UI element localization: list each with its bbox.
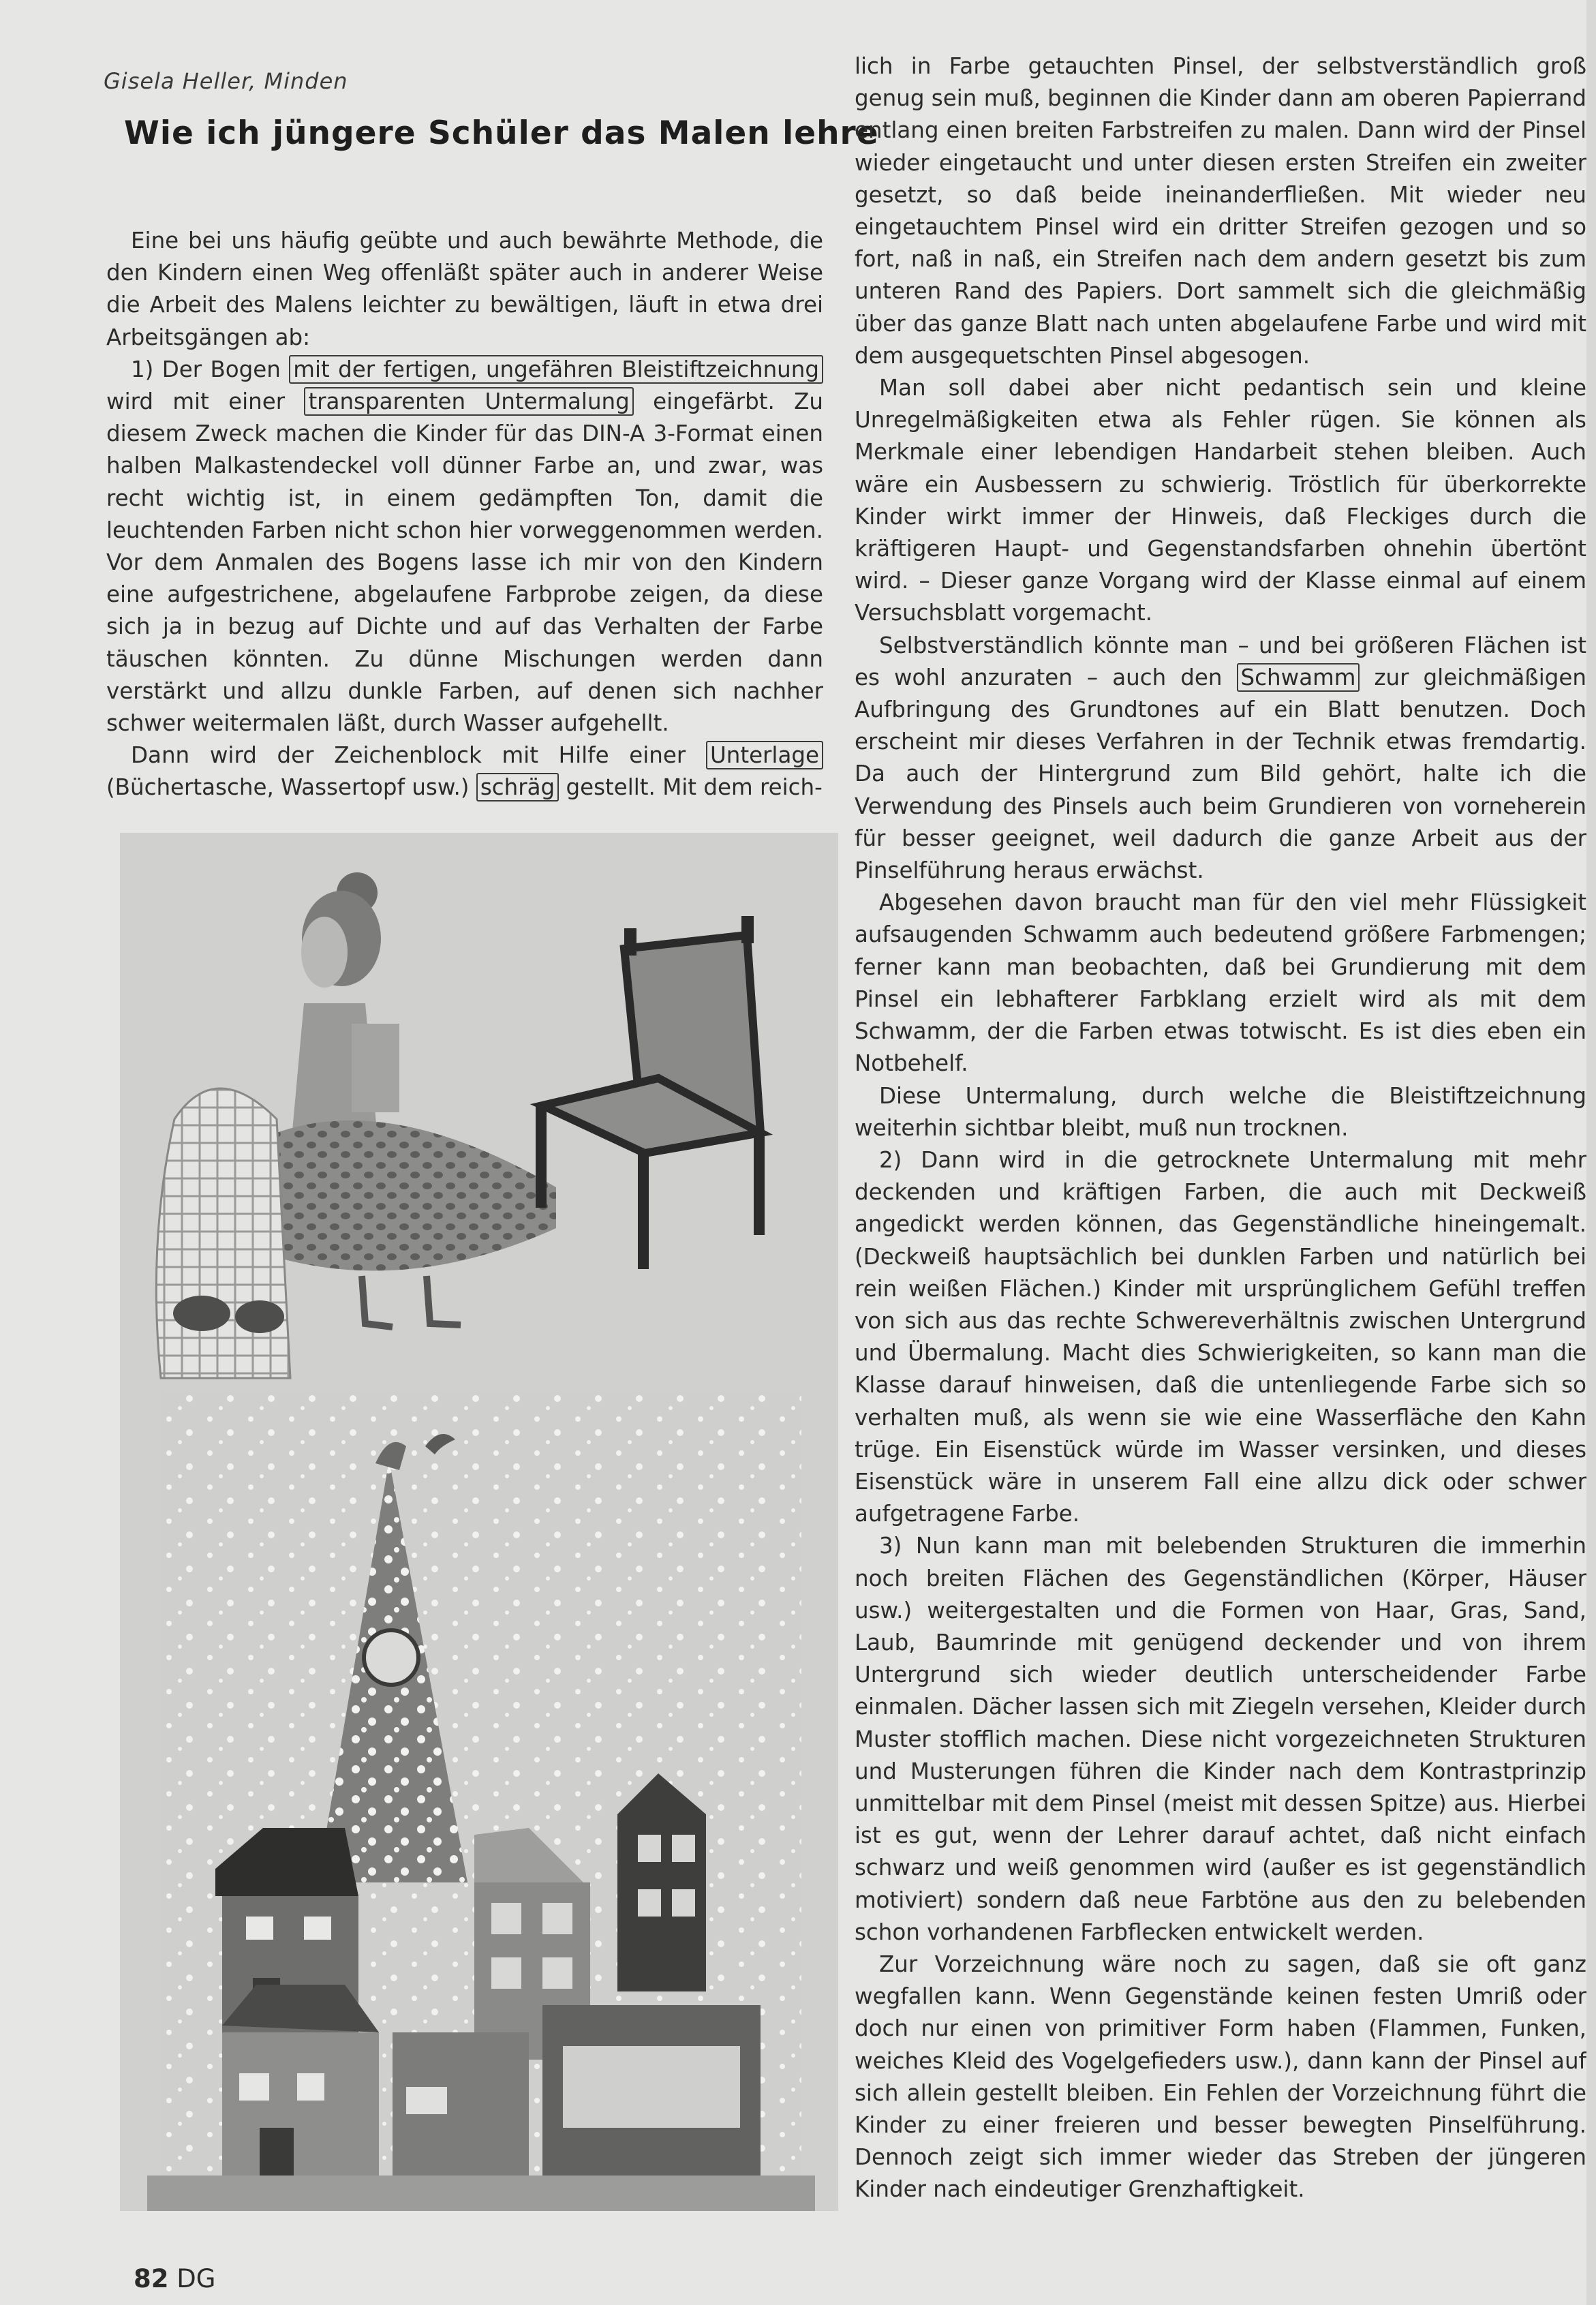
boxed-phrase: mit der fertigen, ungefähren Bleistiftzeichnung	[289, 355, 823, 384]
paragraph: lich in Farbe getauchten Pinsel, der selbstverständlich groß genug sein muß, beginnen die Kinder dann am oberen Papierrand entlang einen breiten Farbstreifen zu malen. Dann wird der Pinsel wieder eingetaucht und unter diesen ersten Streifen ein zweiter gesetzt, so daß beide ineinanderfließen. Mit wieder neu eingetauchtem Pinsel wird ein dritter Streifen gezogen und so fort, naß in naß, ein Streifen nach dem andern gesetzt bis zum unteren Rand des Papiers. Dort sammelt sich die gleichmäßig über das ganze Blatt nach unten abgelaufene Farbe und wird mit dem ausgequetschten Pinsel abgesogen.	[855, 53, 1586, 369]
text-run: gestellt. Mit dem reich-	[559, 774, 823, 801]
author-line: Gisela Heller, Minden	[104, 68, 348, 94]
paragraph: Zur Vorzeichnung wäre noch zu sagen, daß sie oft ganz wegfallen kann. Wenn Gegenstände keinen festen Umriß oder doch nur einen von primitiver Form haben (Flammen, Funken, weiches Kleid des Vogelgefieders usw.), dann kann der Pinsel auf sich allein gestellt bleiben. Ein Fehlen der Vorzeichnung führt die Kinder zu einer freieren und besser bewegten Pinselführung. Dennoch zeigt sich immer wieder das Streben der jüngeren Kinder nach eindeutiger Grenzhaftigkeit.	[855, 1951, 1586, 2203]
boxed-phrase: Schwamm	[1237, 663, 1360, 692]
paragraph	[855, 630, 1586, 887]
paragraph: Diese Untermalung, durch welche die Bleistiftzeichnung weiterhin sichtbar bleibt, muß nun trocknen.	[855, 1082, 1586, 1141]
child-painting-illustration	[120, 833, 838, 2211]
painting-svg	[120, 833, 838, 2211]
boxed-phrase: schräg	[476, 773, 559, 802]
left-text-column	[106, 225, 823, 804]
text-run: Dann wird der Zeichenblock mit Hilfe einer	[131, 742, 706, 769]
page-footer	[134, 2264, 215, 2293]
text-run: wird mit einer	[106, 388, 305, 415]
paragraph: Abgesehen davon braucht man für den viel mehr Flüssigkeit aufsaugenden Schwamm auch bedeutend größere Farbmengen; ferner kann man beobachten, daß bei Grundierung mit dem Pinsel ein lebhafterer Farbklang erzielt wird als mit dem Schwamm, der die Farben etwas totwischt. Es ist dies eben ein Notbehelf.	[855, 889, 1586, 1077]
text-run: (Büchertasche, Wassertopf usw.)	[106, 774, 476, 801]
paragraph: 2) Dann wird in die getrocknete Untermalung mit mehr deckenden und kräftigen Farben, die auch mit Deckweiß angedickt werden können, das Gegenständliche hineingemalt. (Deckweiß hauptsächlich bei dunklen Farben und natürlich bei rein weißen Flächen.) Kinder mit ursprünglichem Gefühl treffen von sich aus das rechte Schwereverhältnis zwischen Untergrund und Übermalung. Macht dies Schwierigkeiten, so kann man die Klasse darauf hinweisen, daß die untenliegende Farbe sich so verhalten muß, als wenn sie wie eine Wasserfläche den Kahn trüge. Ein Eisenstück würde im Wasser versinken, und dieses Eisenstück wäre in unserem Fall eine allzu dick oder schwer aufgetragene Farbe.	[855, 1146, 1586, 1527]
text-run: Selbstverständlich könnte man – und bei größeren Flächen ist es wohl anzuraten – auch den	[855, 632, 1586, 690]
text-run: 1) Der Bogen	[131, 356, 290, 382]
page-edge	[1586, 0, 1596, 2305]
text-run: zur gleichmäßigen Aufbringung des Grundtones auf ein Blatt benutzen. Doch erscheint mir dieses Verfahren in der Technik etwas fremdartig. Da auch der Hintergrund zum Bild gehört, halte ich die Verwendung des Pinsels auch beim Grundieren von vorneherein für besser geeignet, weil dadurch die ganze Arbeit aus der Pinselführung heraus erwächst.	[855, 664, 1586, 884]
boxed-phrase: Unterlage	[706, 741, 823, 769]
right-text-column	[855, 50, 1586, 2206]
paragraph: Man soll dabei aber nicht pedantisch sein und kleine Unregelmäßigkeiten etwa als Fehler rügen. Sie können als Merkmale einer lebendigen Handarbeit stehen bleiben. Auch wäre ein Ausbessern zu schwierig. Tröstlich für überkorrekte Kinder wirkt immer der Hinweis, daß Fleckiges durch die kräftigeren Haupt- und Gegenstandsfarben ohnehin übertönt wird. – Dieser ganze Vorgang wird der Klasse einmal auf einem Versuchsblatt vorgemacht.	[855, 375, 1586, 626]
paragraph	[106, 739, 823, 804]
page-number: 82	[134, 2264, 169, 2293]
paragraph	[106, 354, 823, 739]
boxed-phrase: transparenten Untermalung	[304, 387, 633, 416]
text-run: eingefärbt. Zu diesem Zweck machen die Kinder für das DIN-A 3-Format einen halben Malkastendeckel voll dünner Farbe an, und zwar, was recht wichtig ist, in einem gedämpften Ton, damit die leuchtenden Farben nicht schon hier vorweggenommen werden. Vor dem Anmalen des Bogens lasse ich mir von den Kindern eine aufgestrichene, abgelaufene Farbprobe zeigen, da diese sich ja in bezug auf Dichte und auf das Verhalten der Farbe täuschen könnten. Zu dünne Mischungen werden dann verstärkt und allzu dunkle Farben, auf denen sich nachher schwer weitermalen läßt, durch Wasser aufgehellt.	[106, 388, 823, 737]
paragraph: Eine bei uns häufig geübte und auch bewährte Methode, die den Kindern einen Weg offenläßt später auch in anderer Weise die Arbeit des Malens leichter zu bewältigen, läuft in etwa drei Arbeitsgängen ab:	[106, 228, 823, 350]
journal-abbreviation: DG	[177, 2264, 216, 2293]
article-title: Wie ich jüngere Schüler das Malen lehre	[124, 115, 879, 152]
paragraph: 3) Nun kann man mit belebenden Strukturen die immerhin noch breiten Flächen des Gegenständlichen (Körper, Häuser usw.) weitergestalten und die Formen von Haar, Gras, Sand, Laub, Baumrinde mit genügend deckender und von ihrem Untergrund sich wieder deutlich unterscheidender Farbe einmalen. Dächer lassen sich mit Ziegeln versehen, Kleider durch Muster stofflich machen. Diese nicht vorgezeichneten Strukturen und Musterungen führen die Kinder nach dem Kontrastprinzip unmittelbar mit dem Pinsel (meist mit dessen Spitze) aus. Hierbei ist es gut, wenn der Lehrer darauf achtet, daß nicht einfach schwarz und weiß genommen wird (außer es ist gegenständlich motiviert) sondern daß neue Farbtöne aus den zu belebenden schon vorhandenen Farbflecken entwickelt werden.	[855, 1533, 1586, 1945]
